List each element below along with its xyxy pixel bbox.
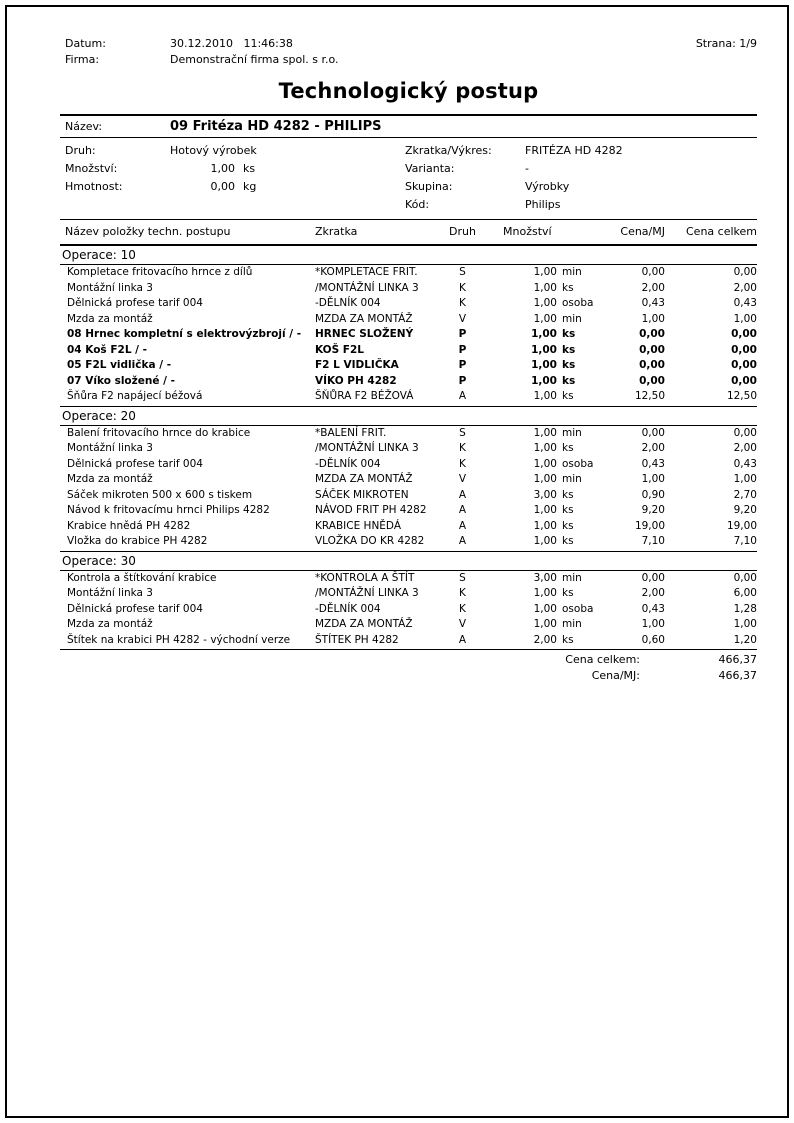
item-type: V <box>458 312 467 325</box>
info-row <box>60 142 405 160</box>
item-unit: ks <box>562 488 574 501</box>
item-type: K <box>459 442 466 454</box>
item-total: 12,50 <box>726 390 757 402</box>
item-abbr: SÁČEK MIKROTEN <box>315 488 409 501</box>
info-value: FRITÉZA HD 4282 <box>525 144 623 157</box>
operation-group <box>60 246 757 407</box>
item-qty: 1,00 <box>533 281 557 294</box>
info-value: Výrobky <box>525 180 570 193</box>
item-qty: 3,00 <box>533 571 557 584</box>
item-price: 2,00 <box>641 587 665 599</box>
info-left <box>60 142 405 214</box>
item-type: P <box>458 359 467 371</box>
item-unit: min <box>562 426 582 439</box>
table-row <box>60 602 757 618</box>
table-row <box>60 571 757 587</box>
item-price: 1,00 <box>641 473 665 485</box>
info-row <box>405 178 757 196</box>
item-name: Šňůra F2 napájecí béžová <box>67 390 203 402</box>
item-name: Sáček mikroten 500 x 600 s tiskem <box>67 488 253 501</box>
col-header-name: Název položky techn. postupu <box>65 225 231 238</box>
item-type: A <box>458 488 467 501</box>
item-qty: 1,00 <box>533 457 557 470</box>
item-abbr: ŠTÍTEK PH 4282 <box>315 633 399 646</box>
firm-label: Firma: <box>65 53 100 66</box>
item-qty: 1,00 <box>533 473 557 485</box>
info-label: Zkratka/Výkres: <box>405 144 492 157</box>
item-abbr: -DĚLNÍK 004 <box>315 602 381 615</box>
item-name: Krabice hnědá PH 4282 <box>67 519 191 532</box>
table-row <box>60 617 757 633</box>
item-abbr: NÁVOD FRIT PH 4282 <box>315 504 427 516</box>
item-price: 0,00 <box>639 359 665 371</box>
item-qty: 2,00 <box>533 633 557 646</box>
item-qty: 1,00 <box>533 504 557 516</box>
table-row <box>60 389 757 405</box>
item-total: 0,00 <box>731 328 757 340</box>
table-row <box>60 343 757 359</box>
info-row <box>405 142 757 160</box>
item-total: 0,00 <box>731 359 757 371</box>
item-qty: 1,00 <box>533 297 557 309</box>
col-header-abbr: Zkratka <box>315 225 358 238</box>
total-row <box>60 652 757 668</box>
item-total: 1,00 <box>733 312 757 325</box>
item-name: 04 Koš F2L / - <box>67 343 148 356</box>
info-row <box>60 160 405 178</box>
item-name: Montážní linka 3 <box>67 281 153 294</box>
table-row <box>60 374 757 390</box>
info-row <box>405 196 757 214</box>
item-price: 0,43 <box>641 457 665 470</box>
info-value: Hotový výrobek <box>170 144 257 157</box>
table-row <box>60 441 757 457</box>
total-value: 466,37 <box>718 653 757 666</box>
meta-row-firm <box>60 52 757 68</box>
item-type: A <box>458 535 467 547</box>
info-value: 1,00 <box>210 162 235 175</box>
item-total: 0,43 <box>733 457 757 470</box>
table-row <box>60 503 757 519</box>
item-price: 0,00 <box>639 328 665 340</box>
item-name: Návod k fritovacímu hrnci Philips 4282 <box>67 504 270 516</box>
item-price: 9,20 <box>641 504 665 516</box>
item-qty: 1,00 <box>533 390 557 402</box>
item-type: S <box>459 571 466 584</box>
total-row <box>60 668 757 684</box>
table-row <box>60 457 757 473</box>
meta-row-date <box>60 36 757 52</box>
item-qty: 1,00 <box>531 374 557 387</box>
item-name: Montážní linka 3 <box>67 442 153 454</box>
item-price: 2,00 <box>641 442 665 454</box>
item-total: 0,43 <box>733 297 757 309</box>
item-abbr: F2 L VIDLIČKA <box>315 359 399 371</box>
item-type: K <box>459 587 466 599</box>
item-unit: min <box>562 571 582 584</box>
table-header <box>60 220 757 246</box>
totals-section <box>60 650 757 683</box>
item-price: 0,43 <box>641 602 665 615</box>
item-total: 1,28 <box>733 602 757 615</box>
item-type: A <box>458 504 467 516</box>
item-name: Dělnická profese tarif 004 <box>67 457 203 470</box>
operation-title: Operace: 20 <box>60 407 757 426</box>
item-unit: min <box>562 266 582 278</box>
item-unit: ks <box>562 519 574 532</box>
info-label: Množství: <box>65 162 118 175</box>
info-right <box>405 142 757 214</box>
report-title: Technologický postup <box>278 79 539 103</box>
item-qty: 1,00 <box>533 519 557 532</box>
item-name: Štítek na krabici PH 4282 - východní verze <box>67 633 291 646</box>
operation-title: Operace: 10 <box>60 246 757 265</box>
item-type: S <box>459 266 466 278</box>
item-price: 1,00 <box>641 312 665 325</box>
item-name: 07 Víko složené / - <box>67 374 175 387</box>
info-unit: ks <box>243 162 256 175</box>
item-unit: ks <box>562 281 574 294</box>
item-unit: ks <box>562 390 574 402</box>
item-qty: 1,00 <box>533 266 557 278</box>
item-name: 05 F2L vidlička / - <box>67 359 172 371</box>
item-unit: min <box>562 473 582 485</box>
page-number: Strana: 1/9 <box>695 37 757 50</box>
operations-table <box>60 246 757 650</box>
item-qty: 1,00 <box>531 343 557 356</box>
item-name: Mzda za montáž <box>67 312 153 325</box>
item-price: 0,00 <box>641 266 665 278</box>
col-header-type: Druh <box>449 225 476 238</box>
item-price: 0,00 <box>639 374 665 387</box>
item-total: 0,00 <box>733 571 757 584</box>
item-abbr: *KONTROLA A ŠTÍT <box>315 571 415 584</box>
item-unit: ks <box>562 374 576 387</box>
total-value: 466,37 <box>718 668 757 682</box>
item-total: 1,00 <box>733 473 757 485</box>
item-total: 2,00 <box>733 281 757 294</box>
item-total: 0,00 <box>731 343 757 356</box>
item-total: 2,70 <box>733 488 757 501</box>
item-unit: ks <box>562 633 574 646</box>
item-price: 7,10 <box>641 535 665 547</box>
table-row <box>60 358 757 374</box>
info-value: 0,00 <box>210 180 235 193</box>
product-name-label: Název: <box>65 120 103 133</box>
report-meta <box>60 36 757 68</box>
item-unit: ks <box>562 442 574 454</box>
item-total: 19,00 <box>726 519 757 532</box>
item-total: 1,00 <box>733 618 757 630</box>
item-total: 1,20 <box>733 633 757 646</box>
item-type: A <box>458 633 467 646</box>
item-type: A <box>458 390 467 402</box>
item-total: 0,00 <box>731 374 757 387</box>
item-qty: 3,00 <box>533 488 557 501</box>
item-price: 0,00 <box>641 571 665 584</box>
item-name: Dělnická profese tarif 004 <box>67 297 203 309</box>
total-label: Cena/MJ: <box>591 668 640 682</box>
item-price: 0,00 <box>639 343 665 356</box>
item-qty: 1,00 <box>533 587 557 599</box>
item-qty: 1,00 <box>533 618 557 630</box>
item-qty: 1,00 <box>533 602 557 615</box>
product-name-row <box>60 116 757 138</box>
item-unit: ks <box>562 343 576 356</box>
item-qty: 1,00 <box>533 442 557 454</box>
item-name: Mzda za montáž <box>67 473 153 485</box>
item-unit: ks <box>562 328 576 340</box>
item-type: V <box>458 473 467 485</box>
item-type: P <box>458 374 467 387</box>
table-row <box>60 472 757 488</box>
item-abbr: KOŠ F2L <box>315 343 364 356</box>
col-header-price: Cena/MJ <box>620 225 665 238</box>
table-row <box>60 534 757 550</box>
product-name-value: 09 Fritéza HD 4282 - PHILIPS <box>170 119 382 134</box>
item-type: S <box>459 426 466 439</box>
item-name: Vložka do krabice PH 4282 <box>67 535 208 547</box>
item-type: K <box>459 281 466 294</box>
info-value: Philips <box>525 198 561 211</box>
item-unit: osoba <box>562 602 594 615</box>
item-abbr: VÍKO PH 4282 <box>315 374 397 387</box>
item-abbr: -DĚLNÍK 004 <box>315 297 381 309</box>
item-name: Dělnická profese tarif 004 <box>67 602 203 615</box>
item-name: Balení fritovacího hrnce do krabice <box>67 426 251 439</box>
item-abbr: KRABICE HNĚDÁ <box>315 519 402 532</box>
item-price: 2,00 <box>641 281 665 294</box>
item-total: 6,00 <box>733 587 757 599</box>
item-unit: ks <box>562 359 576 371</box>
date-label: Datum: <box>65 37 106 50</box>
item-unit: osoba <box>562 457 594 470</box>
item-price: 0,43 <box>641 297 665 309</box>
firm-value: Demonstrační firma spol. s r.o. <box>170 53 339 66</box>
item-price: 19,00 <box>634 519 665 532</box>
info-unit: kg <box>243 180 257 193</box>
item-abbr: MZDA ZA MONTÁŽ <box>315 312 413 325</box>
item-price: 0,60 <box>641 633 665 646</box>
item-price: 0,00 <box>641 426 665 439</box>
item-qty: 1,00 <box>533 535 557 547</box>
item-total: 0,00 <box>733 266 757 278</box>
item-unit: osoba <box>562 297 594 309</box>
item-price: 12,50 <box>634 390 665 402</box>
table-row <box>60 519 757 535</box>
report-content <box>60 36 757 683</box>
product-info-columns <box>60 138 757 219</box>
item-abbr: /MONTÁŽNÍ LINKA 3 <box>315 281 419 294</box>
item-abbr: HRNEC SLOŽENÝ <box>315 328 414 340</box>
info-label: Druh: <box>65 144 96 157</box>
item-total: 9,20 <box>733 504 757 516</box>
item-type: P <box>458 328 467 340</box>
col-header-qty: Množství <box>503 225 552 238</box>
info-label: Hmotnost: <box>65 180 123 193</box>
product-info <box>60 114 757 220</box>
table-row <box>60 426 757 442</box>
item-abbr: /MONTÁŽNÍ LINKA 3 <box>315 587 419 599</box>
item-abbr: /MONTÁŽNÍ LINKA 3 <box>315 442 419 454</box>
info-label: Varianta: <box>405 162 455 175</box>
operation-group <box>60 407 757 552</box>
item-total: 7,10 <box>733 535 757 547</box>
operation-group <box>60 552 757 651</box>
table-row <box>60 488 757 504</box>
item-qty: 1,00 <box>533 426 557 439</box>
item-abbr: -DĚLNÍK 004 <box>315 457 381 470</box>
item-name: Montážní linka 3 <box>67 587 153 599</box>
item-abbr: ŠŇŮRA F2 BÉŽOVÁ <box>315 390 414 402</box>
item-type: A <box>458 519 467 532</box>
table-row <box>60 633 757 649</box>
item-name: Kompletace fritovacího hrnce z dílů <box>67 266 253 278</box>
item-unit: ks <box>562 587 574 599</box>
item-type: P <box>458 343 467 356</box>
item-name: Kontrola a štítkování krabice <box>67 571 217 584</box>
item-price: 1,00 <box>641 618 665 630</box>
item-unit: min <box>562 312 582 325</box>
info-label: Kód: <box>405 198 430 211</box>
item-total: 2,00 <box>733 442 757 454</box>
table-row <box>60 281 757 297</box>
item-type: V <box>458 618 467 630</box>
col-header-total: Cena celkem <box>686 225 757 238</box>
item-type: K <box>459 602 466 615</box>
total-label: Cena celkem: <box>565 653 640 666</box>
info-row <box>405 160 757 178</box>
item-qty: 1,00 <box>531 359 557 371</box>
item-unit: ks <box>562 504 574 516</box>
info-row <box>60 178 405 196</box>
item-unit: ks <box>562 535 574 547</box>
item-name: Mzda za montáž <box>67 618 153 630</box>
operation-title: Operace: 30 <box>60 552 757 571</box>
table-row <box>60 265 757 281</box>
item-abbr: VLOŽKA DO KR 4282 <box>315 535 425 547</box>
table-row <box>60 296 757 312</box>
item-total: 0,00 <box>733 426 757 439</box>
item-abbr: MZDA ZA MONTÁŽ <box>315 473 413 485</box>
table-row <box>60 586 757 602</box>
info-label: Skupina: <box>405 180 453 193</box>
table-row <box>60 327 757 343</box>
table-row <box>60 312 757 328</box>
item-type: K <box>459 457 466 470</box>
item-qty: 1,00 <box>531 328 557 340</box>
item-abbr: MZDA ZA MONTÁŽ <box>315 618 413 630</box>
item-price: 0,90 <box>641 488 665 501</box>
item-abbr: *KOMPLETACE FRIT. <box>315 266 418 278</box>
item-qty: 1,00 <box>533 312 557 325</box>
info-value: - <box>525 162 529 175</box>
date-value: 30.12.2010 11:46:38 <box>170 37 293 50</box>
item-unit: min <box>562 618 582 630</box>
item-type: K <box>459 297 466 309</box>
item-name: 08 Hrnec kompletní s elektrovýzbrojí / - <box>67 328 302 340</box>
item-abbr: *BALENÍ FRIT. <box>315 426 387 439</box>
